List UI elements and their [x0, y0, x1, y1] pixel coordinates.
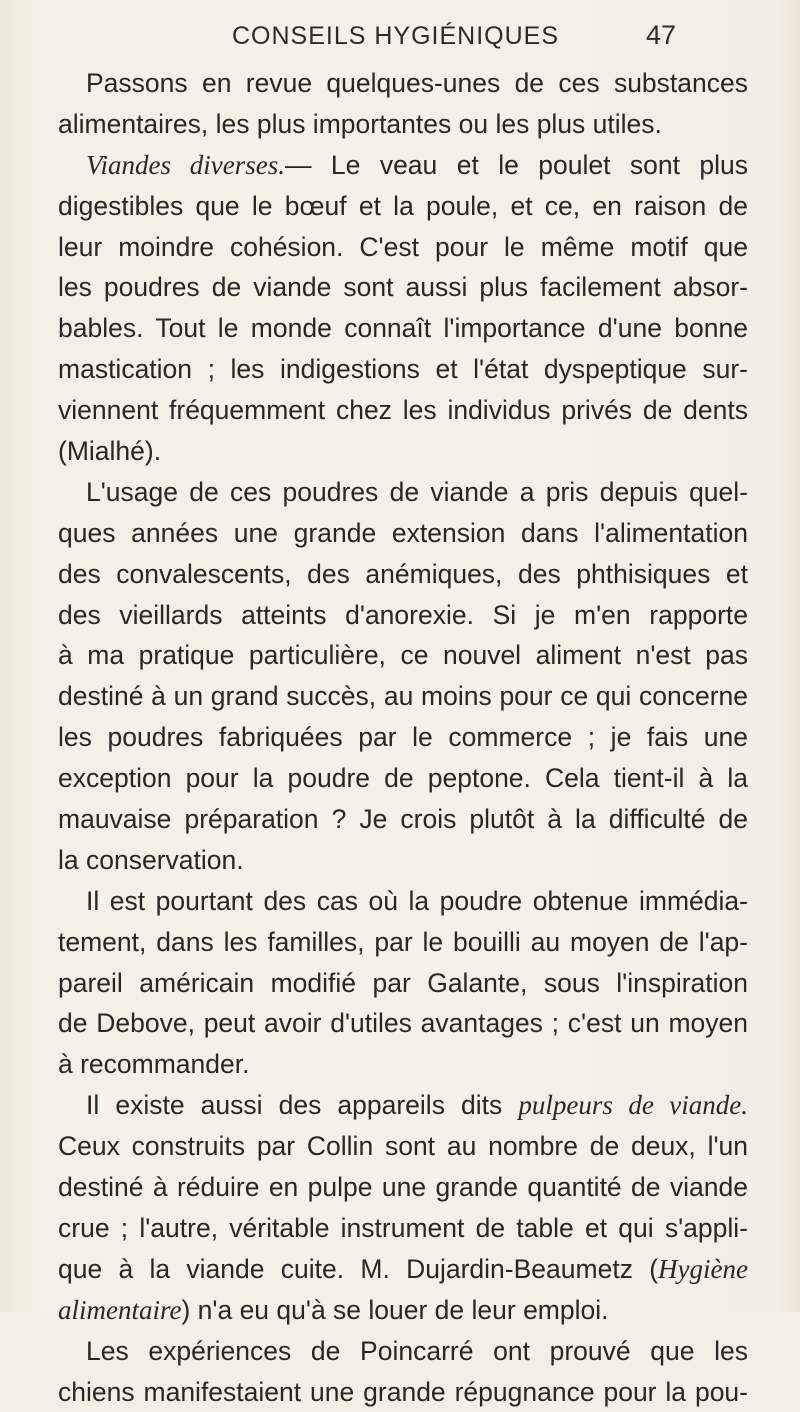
text-line: exception pour la poudre de peptone. Cela tient-il à la: [58, 758, 748, 799]
text-line: [58, 1290, 748, 1331]
text-line: mastication ; les indigestions et l'état dyspeptique sur-: [58, 349, 748, 390]
text-fragment: — Le veau et le poulet sont plus: [285, 150, 748, 180]
text-line: des convalescents, des anémiques, des phthisiques et: [58, 554, 748, 595]
text-line: [58, 145, 748, 186]
text-line: digestibles que le bœuf et la poule, et ce, en raison de: [58, 186, 748, 227]
text-fragment: que à la viande cuite. M. Dujardin-Beaumetz (: [58, 1254, 658, 1284]
text-line: Passons en revue quelques-unes de ces substances: [58, 63, 748, 104]
text-fragment: ) n'a eu qu'à se louer de leur emploi.: [181, 1295, 608, 1325]
text-line: Il est pourtant des cas où la poudre obtenue immédia-: [58, 881, 748, 922]
text-line: pareil américain modifié par Galante, sous l'inspiration: [58, 963, 748, 1004]
book-title-italic: Hygiène: [658, 1254, 748, 1284]
page-number: 47: [646, 20, 676, 51]
text-line: bables. Tout le monde connaît l'importance d'une bonne: [58, 308, 748, 349]
section-heading: Viandes diverses.: [86, 150, 285, 180]
text-line: ques années une grande extension dans l'alimentation: [58, 513, 748, 554]
text-line: à recommander.: [58, 1044, 748, 1085]
text-line: alimentaires, les plus importantes ou les plus utiles.: [58, 104, 748, 145]
text-line: destiné à réduire en pulpe une grande quantité de viande: [58, 1167, 748, 1208]
text-line: mauvaise préparation ? Je crois plutôt à la difficulté de: [58, 799, 748, 840]
book-title-italic: alimentaire: [58, 1295, 181, 1325]
text-line: viennent fréquemment chez les individus privés de dents: [58, 390, 748, 431]
text-line: de Debove, peut avoir d'utiles avantages ; c'est un moyen: [58, 1003, 748, 1044]
text-fragment: Il existe aussi des appareils dits: [86, 1090, 502, 1120]
page-header: [0, 16, 800, 56]
text-line: les poudres fabriquées par le commerce ; je fais une: [58, 717, 748, 758]
text-line: (Mialhé).: [58, 431, 748, 472]
text-line: chiens manifestaient une grande répugnance pour la pou-: [58, 1372, 748, 1412]
text-line: [58, 1085, 748, 1126]
italic-term: pulpeurs de viande.: [518, 1090, 748, 1120]
text-line: [58, 1249, 748, 1290]
text-line: des vieillards atteints d'anorexie. Si je m'en rapporte: [58, 595, 748, 636]
body-text: [58, 63, 748, 1412]
text-line: leur moindre cohésion. C'est pour le même motif que: [58, 227, 748, 268]
text-line: les poudres de viande sont aussi plus facilement absor-: [58, 267, 748, 308]
text-line: Ceux construits par Collin sont au nombre de deux, l'un: [58, 1126, 748, 1167]
text-line: destiné à un grand succès, au moins pour ce qui concerne: [58, 676, 748, 717]
text-line: Les expériences de Poincarré ont prouvé que les: [58, 1331, 748, 1372]
text-line: la conservation.: [58, 840, 748, 881]
text-line: L'usage de ces poudres de viande a pris depuis quel-: [58, 472, 748, 513]
running-head: CONSEILS HYGIÉNIQUES: [232, 22, 559, 51]
text-line: à ma pratique particulière, ce nouvel aliment n'est pas: [58, 635, 748, 676]
text-line: tement, dans les familles, par le bouilli au moyen de l'ap-: [58, 922, 748, 963]
text-line: crue ; l'autre, véritable instrument de table et qui s'appli-: [58, 1208, 748, 1249]
